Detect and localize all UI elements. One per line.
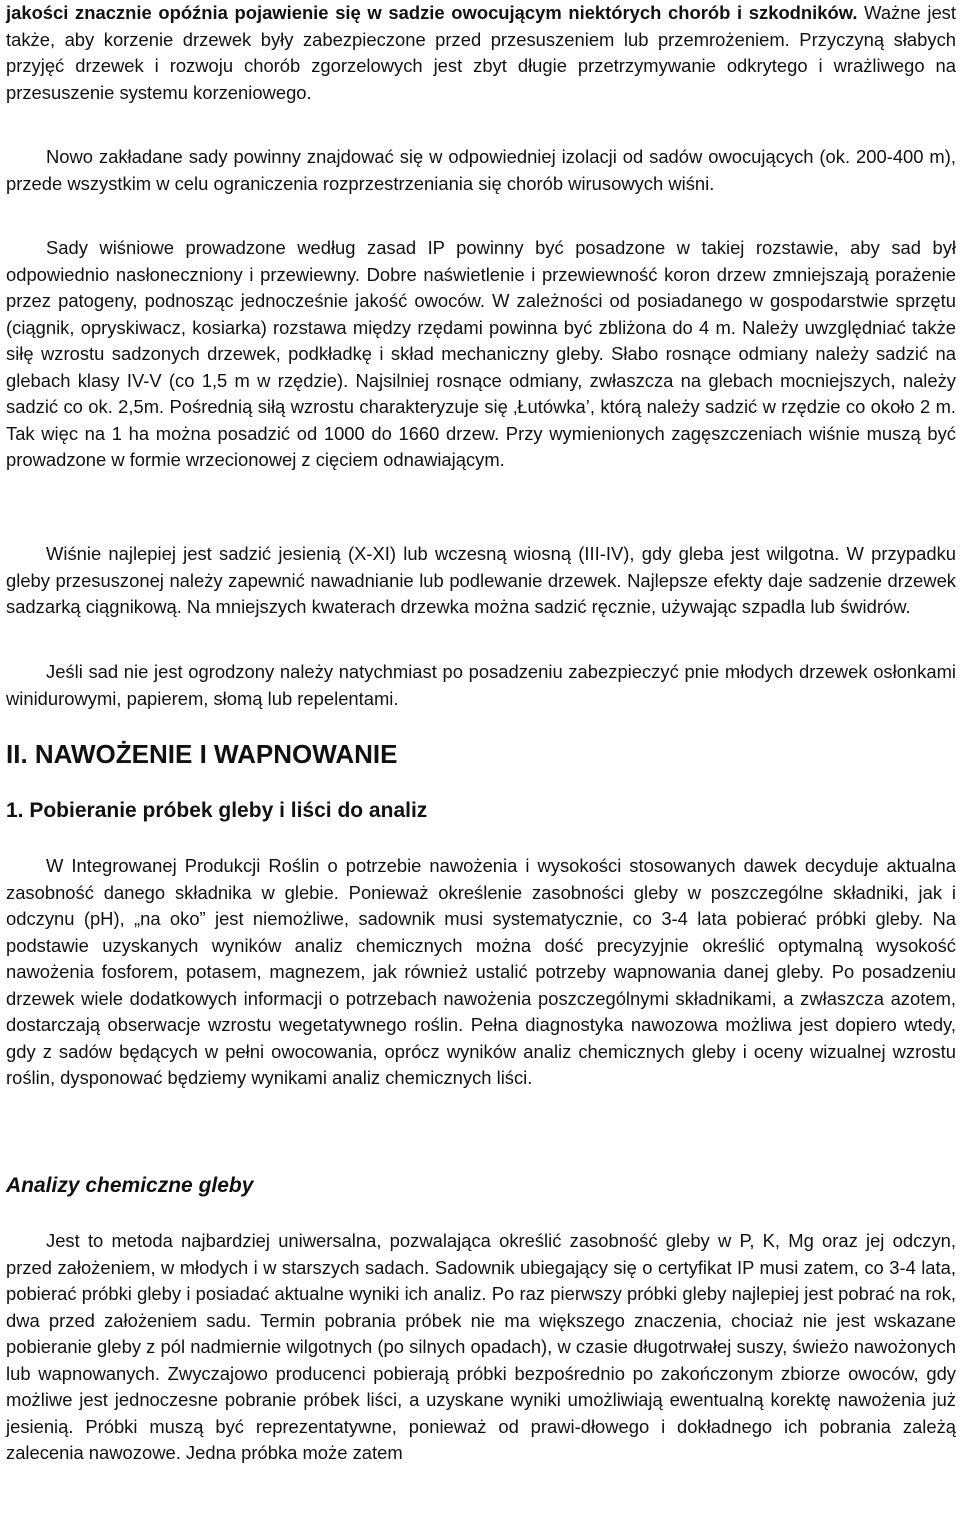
paragraph-protection: Jeśli sad nie jest ogrodzony należy natychmiast po posadzeniu zabezpieczyć pnie młodych drzewek osłonkami winidurowymi, papierem, słomą lub repelentami. bbox=[6, 661, 956, 709]
paragraph-soil-analysis: Jest to metoda najbardziej uniwersalna, pozwalająca określić zasobność gleby w P, K, Mg oraz jej odczyn, przed założeniem, w młodych i w starszych sadach. Sadownik ubiegający się o certyfikat IP musi zatem, co 3-4 lata, pobierać próbki gleby i posiadać aktualne wyniki ich analiz. Po raz pierwszy próbki gleby najlepiej jest pobrać na rok, dwa przed założeniem sadu. Termin pobrania próbek nie ma większego znaczenia, chociaż nie jest wskazane pobieranie gleby z pól nadmiernie wilgotnych (po silnych opadach), w czasie długotrwałej suszy, świeżo nawożonych lub wapnowanych. Zwyczajowo producenci pobierają próbki bezpośrednio po zakończonym zbiorze owoców, gdy możliwe jest jednoczesne pobranie próbek liści, a uzyskane wyniki umożliwiają ewentualną korektę nawożenia już jesienią. Próbki muszą być reprezentatywne, ponieważ od prawi-dłowego i dokładnego ich pobrania zależą zalecenia nawozowe. Jedna próbka może zatem bbox=[6, 1230, 956, 1463]
intro-rest: Ważne jest także, aby korzenie drzewek były zabezpieczone przed przesuszeniem lub przemrożeniem. Przyczyną słabych przyjęć drzewek i rozwoju chorób zgorzelowych jest zbyt długie przetrzymywanie odkrytego i wrażliwego na przesuszenie systemu korzeniowego. bbox=[6, 2, 956, 103]
section-heading: II. NAWOŻENIE I WAPNOWANIE bbox=[6, 739, 398, 769]
paragraph-isolation: Nowo zakładane sady powinny znajdować się w odpowiedniej izolacji od sadów owocujących (ok. 200-400 m), przede wszystkim w celu ograniczenia rozprzestrzeniania się chorób wirusowych wiśni. bbox=[6, 146, 956, 194]
paragraph-planting-time: Wiśnie najlepiej jest sadzić jesienią (X-XI) lub wczesną wiosną (III-IV), gdy gleba jest wilgotna. W przypadku gleby przesuszonej należy zapewnić nawadnianie lub podlewanie drzewek. Najlepsze efekty daje sadzenie drzewek sadzarką ciągnikową. Na mniejszych kwaterach drzewka można sadzić ręcznie, używając szpadla lub świdrów. bbox=[6, 543, 956, 617]
analysis-heading: Analizy chemiczne gleby bbox=[6, 1174, 254, 1197]
intro-bold-lead: jakości znacznie opóźnia pojawienie się w sadzie owocującym niektórych chorób i szkodników. bbox=[6, 2, 858, 23]
intro-paragraph bbox=[6, 0, 956, 106]
paragraph-spacing: Sady wiśniowe prowadzone według zasad IP powinny być posadzone w takiej rozstawie, aby sad był odpowiednio nasłoneczniony i przewiewny. Dobre naświetlenie i przewiewność koron drzew zmniejszają porażenie przez patogeny, podnosząc jednocześnie jakość owoców. W zależności od posiadanego w gospodarstwie sprzętu (ciągnik, opryskiwacz, kosiarka) rozstawa między rzędami powinna być zbliżona do 4 m. Należy uwzględniać także siłę wzrostu sadzonych drzewek, podkładkę i skład mechaniczny gleby. Słabo rosnące odmiany należy sadzić na glebach klasy IV-V (co 1,5 m w rzędzie). Najsilniej rosnące odmiany, zwłaszcza na glebach mocniejszych, należy sadzić co ok. 2,5m. Pośrednią siłą wzrostu charakteryzuje się ‚Łutówka’, którą należy sadzić w rzędzie co około 2 m. Tak więc na 1 ha można posadzić od 1000 do 1660 drzew. Przy wymienionych zagęszczeniach wiśnie muszą być prowadzone w formie wrzecionowej z cięciem odnawiającym. bbox=[6, 237, 956, 470]
paragraph-soil-samples: W Integrowanej Produkcji Roślin o potrzebie nawożenia i wysokości stosowanych dawek decyduje aktualna zasobność danego składnika w glebie. Ponieważ określenie zasobności gleby w poszczególne składniki, jak i odczynu (pH), „na oko” jest niemożliwe, sadownik musi systematycznie, co 3-4 lata pobierać próbki gleby. Na podstawie uzyskanych wyników analiz chemicznych można dość precyzyjnie określić optymalną wysokość nawożenia fosforem, potasem, magnezem, jak również ustalić potrzeby wapnowania danej gleby. Po posadzeniu drzewek wiele dodatkowych informacji o potrzebach nawożenia poszczególnymi składnikami, a zwłaszcza azotem, dostarczają obserwacje wzrostu wegetatywnego roślin. Pełna diagnostyka nawozowa możliwa jest dopiero wtedy, gdy z sadów będących w pełni owocowania, oprócz wyników analiz chemicznych gleby i oceny wizualnej wzrostu roślin, dysponować będziemy wynikami analiz chemicznych liści. bbox=[6, 855, 956, 1088]
subsection-heading: 1. Pobieranie próbek gleby i liści do analiz bbox=[6, 799, 428, 822]
